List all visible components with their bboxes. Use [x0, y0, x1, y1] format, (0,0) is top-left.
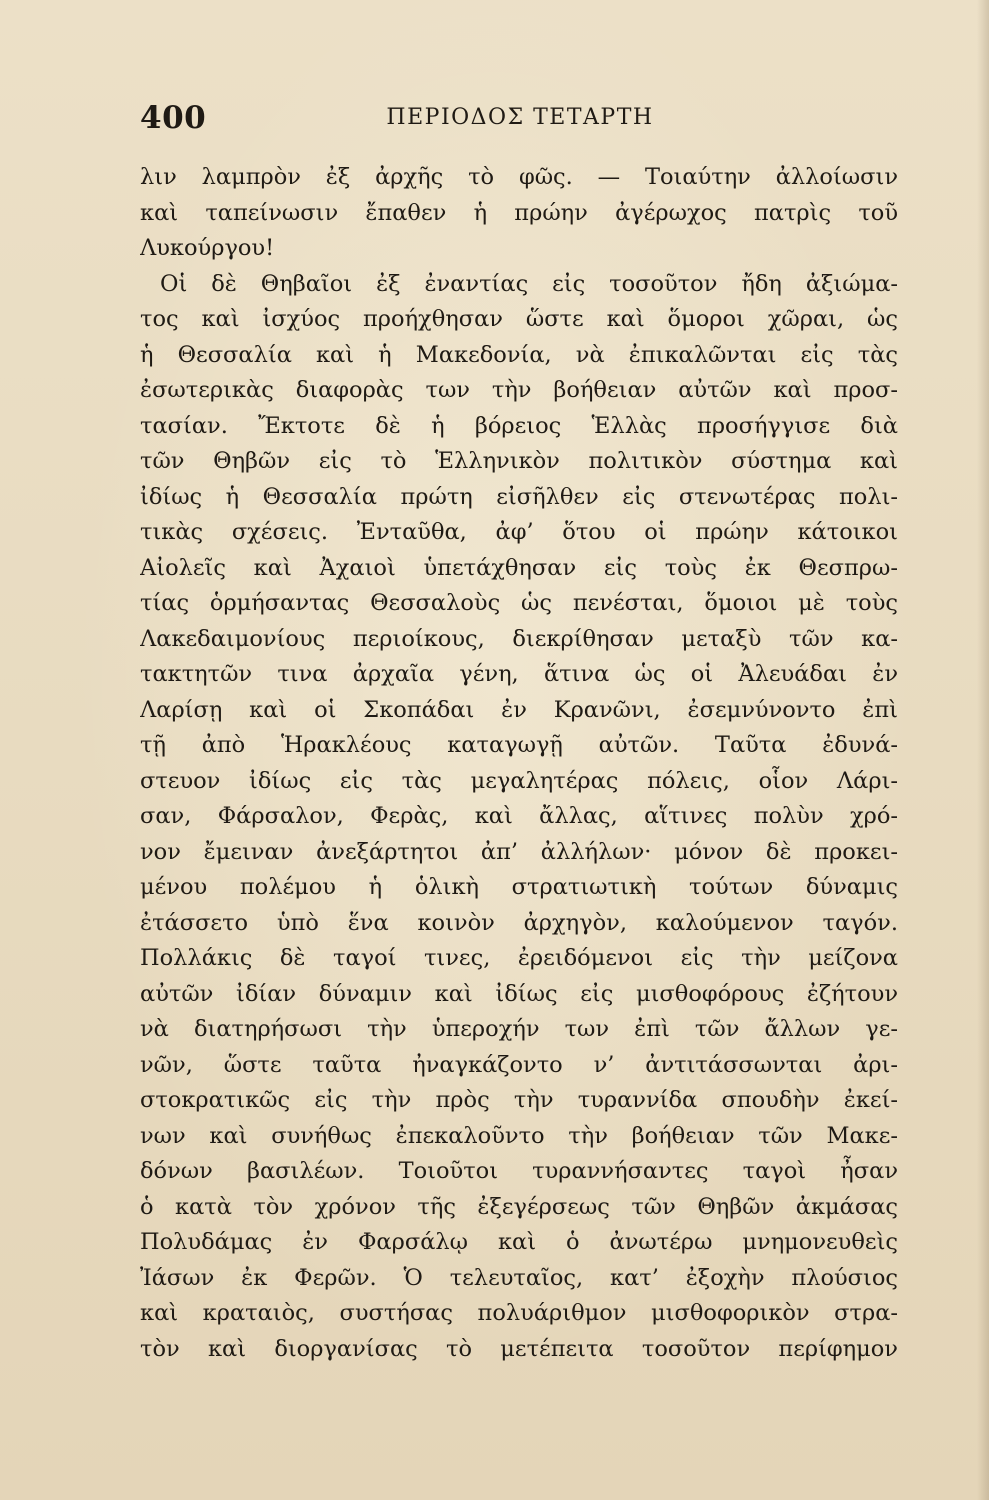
text-line: στευον ἰδίως εἰς τὰς μεγαλητέρας πόλεις, οἷον Λάρι-: [140, 767, 898, 794]
text-line: νον ἔμειναν ἀνεξάρτητοι ἀπ’ ἀλλήλων· μόνον δὲ προκει-: [140, 838, 898, 865]
text-line: Ἰάσων ἐκ Φερῶν. Ὁ τελευταῖος, κατ’ ἐξοχὴν πλούσιος: [140, 1264, 898, 1291]
text-line: τικὰς σχέσεις. Ἐνταῦθα, ἀφ’ ὅτου οἱ πρώην κάτοικοι: [140, 519, 898, 545]
text-line: σαν, Φάρσαλον, Φερὰς, καὶ ἄλλας, αἵτινες πολὺν χρό-: [140, 803, 898, 829]
text-line: τῶν Θηβῶν εἰς τὸ Ἑλληνικὸν πολιτικὸν σύστημα καὶ: [140, 448, 898, 474]
text-line: μένου πολέμου ἡ ὁλικὴ στρατιωτικὴ τούτων δύναμις: [140, 874, 898, 900]
text-line: Πολυδάμας ἐν Φαρσάλῳ καὶ ὁ ἀνωτέρω μνημονευθεὶς: [140, 1229, 898, 1255]
text-line: Λαρίσῃ καὶ οἱ Σκοπάδαι ἐν Κρανῶνι, ἐσεμνύνοντο ἐπὶ: [140, 696, 898, 723]
text-line: νῶν, ὥστε ταῦτα ἠναγκάζοντο ν’ ἀντιτάσσωνται ἀρι-: [140, 1051, 898, 1078]
page-header: [140, 100, 900, 144]
text-line: καὶ κραταιὸς, συστήσας πολυάριθμον μισθοφορικὸν στρα-: [140, 1300, 898, 1326]
text-line: τος καὶ ἰσχύος προήχθησαν ὥστε καὶ ὅμοροι χῶραι, ὡς: [140, 306, 898, 332]
text-line: Οἱ δὲ Θηβαῖοι ἐξ ἐναντίας εἰς τοσοῦτον ἤδη ἀξιώμα-: [160, 270, 898, 297]
text-line: νὰ διατηρήσωσι τὴν ὑπεροχήν των ἐπὶ τῶν ἄλλων γε-: [140, 1016, 898, 1042]
text-line: ἐσωτερικὰς διαφορὰς των τὴν βοήθειαν αὐτῶν καὶ προσ-: [140, 377, 898, 403]
text-line: Λακεδαιμονίους περιοίκους, διεκρίθησαν μεταξὺ τῶν κα-: [140, 625, 898, 652]
text-line: νων καὶ συνήθως ἐπεκαλοῦντο τὴν βοήθειαν τῶν Μακε-: [140, 1122, 898, 1149]
text-line: ὁ κατὰ τὸν χρόνον τῆς ἐξεγέρσεως τῶν Θηβῶν ἀκμάσας: [140, 1193, 898, 1220]
text-line: δόνων βασιλέων. Τοιοῦτοι τυραννήσαντες ταγοὶ ἦσαν: [140, 1158, 898, 1184]
text-line: στοκρατικῶς εἰς τὴν πρὸς τὴν τυραννίδα σπουδὴν ἐκεί-: [140, 1087, 898, 1113]
page-number: 400: [140, 100, 207, 136]
text-line: τακτητῶν τινα ἀρχαῖα γένη, ἅτινα ὡς οἱ Ἀλευάδαι ἐν: [140, 661, 898, 687]
text-line: τασίαν. Ἔκτοτε δὲ ἡ βόρειος Ἑλλὰς προσήγγισε διὰ: [140, 412, 898, 439]
text-line: λιν λαμπρὸν ἐξ ἀρχῆς τὸ φῶς. — Τοιαύτην ἀλλοίωσιν: [140, 164, 898, 190]
text-line: ἡ Θεσσαλία καὶ ἡ Μακεδονία, νὰ ἐπικαλῶνται εἰς τὰς: [140, 341, 898, 368]
text-line: Λυκούργου!: [140, 235, 275, 261]
page-edge-shadow: [977, 0, 989, 1500]
text-line: αὐτῶν ἰδίαν δύναμιν καὶ ἰδίως εἰς μισθοφόρους ἐζήτουν: [140, 980, 898, 1007]
text-line: ἐτάσσετο ὑπὸ ἕνα κοινὸν ἀρχηγὸν, καλούμενον ταγόν.: [140, 909, 898, 936]
text-line: τίας ὁρμήσαντας Θεσσαλοὺς ὡς πενέσται, ὅμοιοι μὲ τοὺς: [140, 590, 898, 616]
text-line: καὶ ταπείνωσιν ἔπαθεν ἡ πρώην ἀγέρωχος πατρὶς τοῦ: [140, 199, 898, 226]
running-head: ΠΕΡΙΟΔΟΣ ΤΕΤΑΡΤΗ: [386, 105, 654, 130]
text-line: τὸν καὶ διοργανίσας τὸ μετέπειτα τοσοῦτον περίφημον: [140, 1335, 898, 1362]
text-line: Αἰολεῖς καὶ Ἀχαιοὶ ὑπετάχθησαν εἰς τοὺς ἐκ Θεσπρω-: [140, 554, 898, 581]
text-line: ἰδίως ἡ Θεσσαλία πρώτη εἰσῆλθεν εἰς στενωτέρας πολι-: [140, 483, 898, 510]
body-text: [140, 160, 898, 1367]
text-line: Πολλάκις δὲ ταγοί τινες, ἐρειδόμενοι εἰς τὴν μείζονα: [140, 945, 898, 971]
text-line: τῇ ἀπὸ Ἡρακλέους καταγωγῇ αὐτῶν. Ταῦτα ἐδυνά-: [140, 732, 898, 758]
